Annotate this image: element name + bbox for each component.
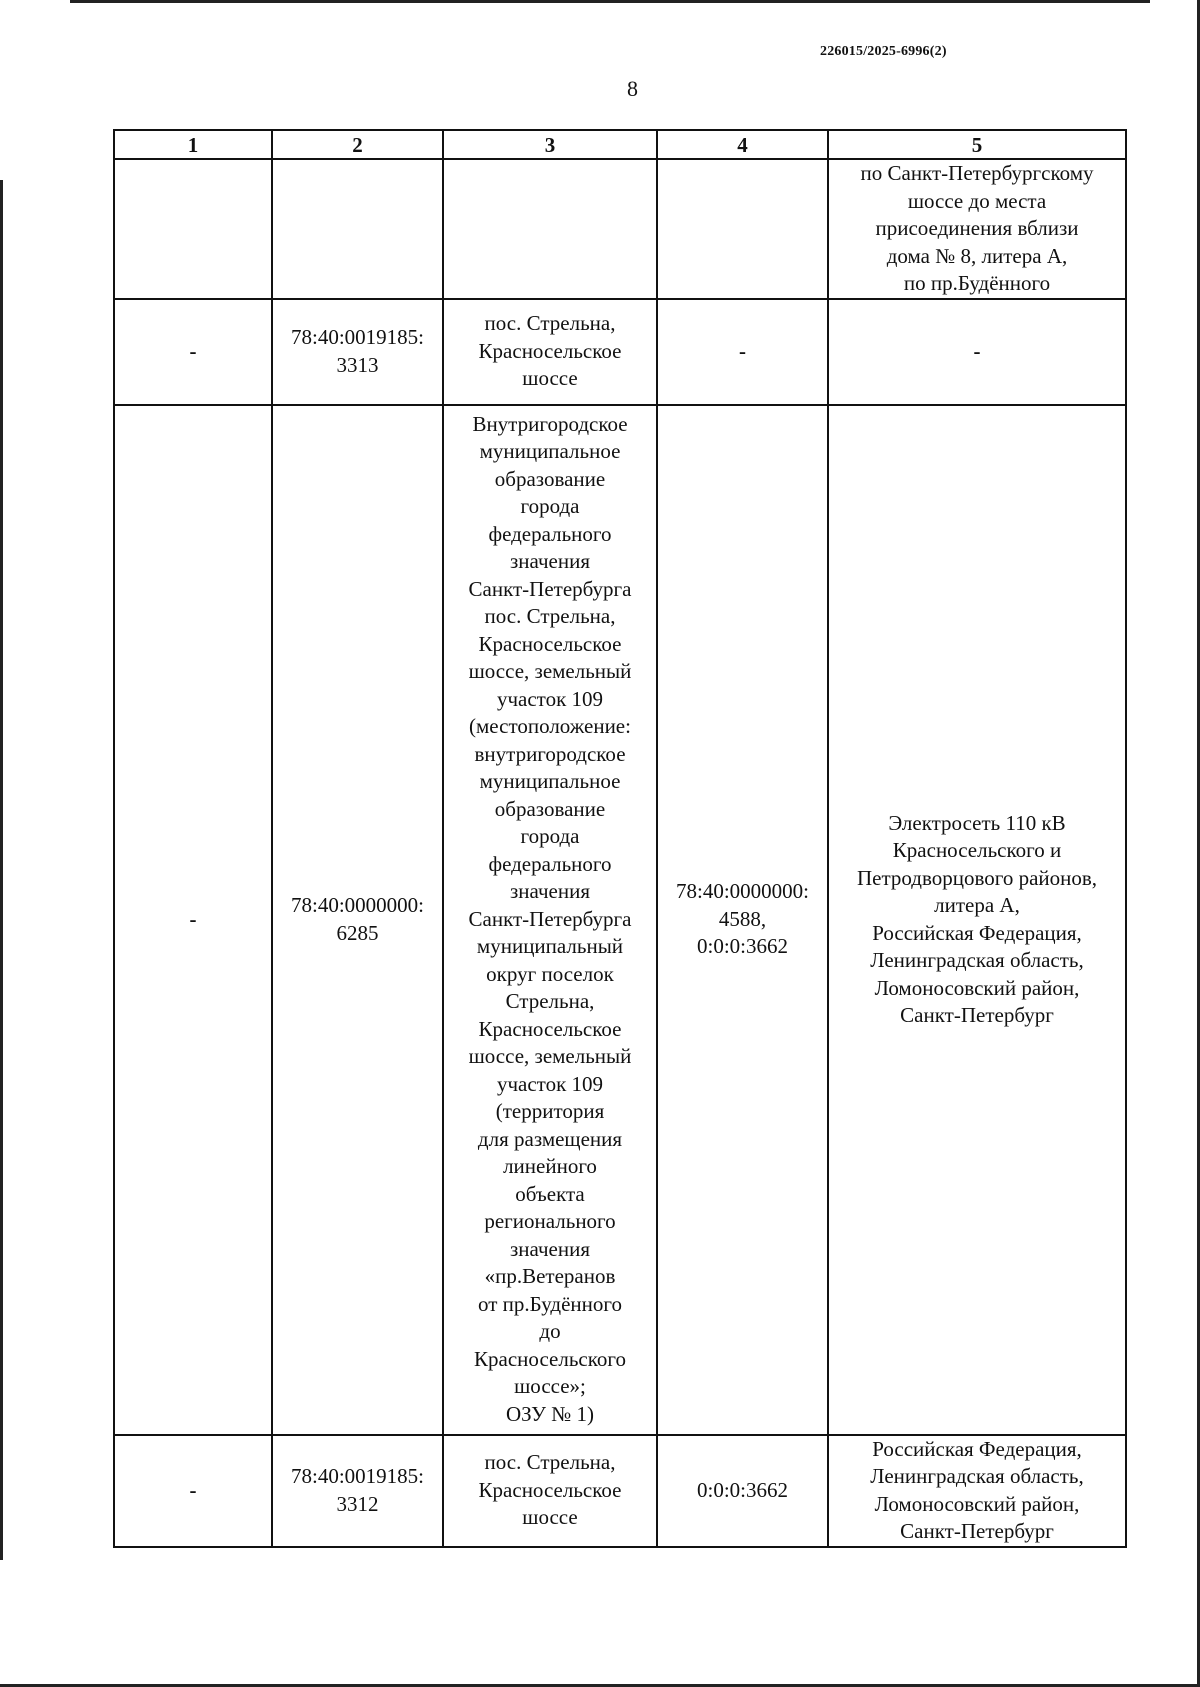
table-cell-col2: 78:40:0000000: 6285 bbox=[272, 405, 443, 1435]
table-cell-col3: пос. Стрельна, Красносельское шоссе bbox=[443, 1435, 657, 1547]
data-table bbox=[113, 129, 1127, 1548]
table-cell-col5: Электросеть 110 кВ Красносельского и Петродворцового районов, литера А, Российская Федерация, Ленинградская область, Ломоносовский район, Санкт-Петербург bbox=[828, 405, 1126, 1435]
table-cell-col3 bbox=[443, 159, 657, 299]
document-registration-number: 226015/2025-6996(2) bbox=[820, 44, 947, 59]
column-header-2: 2 bbox=[272, 130, 443, 159]
table-cell-col1: - bbox=[114, 405, 272, 1435]
table-cell-col4: - bbox=[657, 299, 828, 405]
column-header-4: 4 bbox=[657, 130, 828, 159]
column-header-5: 5 bbox=[828, 130, 1126, 159]
table-row bbox=[114, 1435, 1126, 1547]
table-cell-col2: 78:40:0019185: 3312 bbox=[272, 1435, 443, 1547]
table-cell-col1: - bbox=[114, 1435, 272, 1547]
column-header-1: 1 bbox=[114, 130, 272, 159]
table-cell-col2: 78:40:0019185: 3313 bbox=[272, 299, 443, 405]
table-cell-col3: Внутригородское муниципальное образование города федерального значения Санкт-Петербурга пос. Стрельна, Красносельское шоссе, земельный участок 109 (местоположение: внутригородское муниципальное образование города федерального значения Санкт-Петербурга муниципальный округ поселок Стрельна, Красносельское шоссе, земельный участок 109 (территория для размещения линейного объекта регионального значения «пр.Ветеранов от пр.Будённого до Красносельского шоссе»; ОЗУ № 1) bbox=[443, 405, 657, 1435]
table-cell-col5: - bbox=[828, 299, 1126, 405]
table-cell-col1 bbox=[114, 159, 272, 299]
column-header-3: 3 bbox=[443, 130, 657, 159]
page-number: 8 bbox=[627, 76, 638, 101]
table-header-row bbox=[114, 130, 1126, 159]
scan-border-top bbox=[70, 0, 1150, 3]
table-cell-col4: 0:0:0:3662 bbox=[657, 1435, 828, 1547]
table-cell-col2 bbox=[272, 159, 443, 299]
table-cell-col4: 78:40:0000000: 4588, 0:0:0:3662 bbox=[657, 405, 828, 1435]
table-cell-col3: пос. Стрельна, Красносельское шоссе bbox=[443, 299, 657, 405]
table-row bbox=[114, 159, 1126, 299]
table-cell-col1: - bbox=[114, 299, 272, 405]
table-row bbox=[114, 299, 1126, 405]
table-row bbox=[114, 405, 1126, 1435]
table-cell-col5: Российская Федерация, Ленинградская область, Ломоносовский район, Санкт-Петербург bbox=[828, 1435, 1126, 1547]
table-cell-col4 bbox=[657, 159, 828, 299]
table-cell-col5: по Санкт-Петербургскому шоссе до места присоединения вблизи дома № 8, литера А, по пр.Будённого bbox=[828, 159, 1126, 299]
scan-border-left bbox=[0, 180, 3, 1560]
